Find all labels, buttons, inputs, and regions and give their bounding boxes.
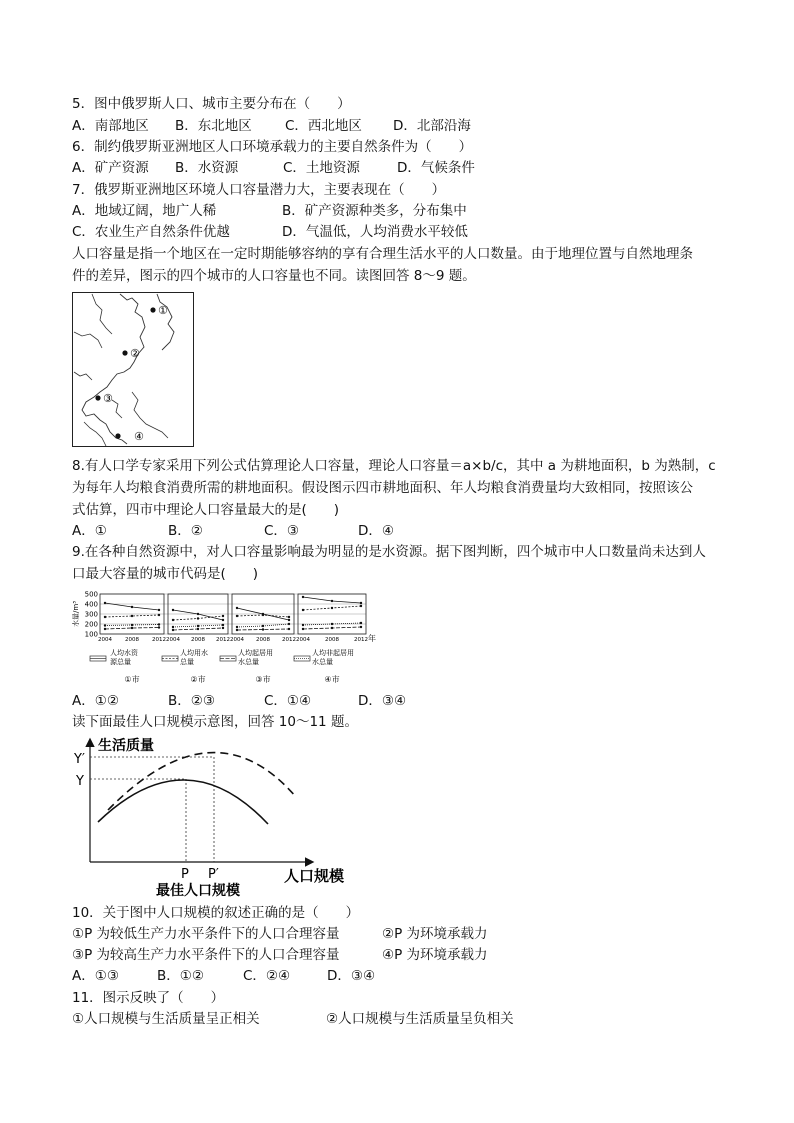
data-point [331,600,333,602]
q10-options [72,966,375,986]
q6-option-c[interactable]: C．土地资源 [283,160,360,176]
data-point [331,623,333,625]
data-point [236,626,238,628]
q5-options [72,116,471,136]
legend-1-line1: 人均水资 [110,649,138,657]
data-point [288,619,290,621]
water-resource-chart [72,588,382,688]
q7-option-a[interactable]: A．地域辽阔，地广人稀 [72,203,217,219]
city-1-label: ① [158,304,168,317]
q8-line3: 式估算，四市中理论人口容量最大的是( ) [72,502,340,518]
x-tick-label: 2012 [152,637,166,643]
q8-option-c[interactable]: C．③ [264,523,300,539]
q8-line1: 8.有人口学专家采用下列公式估算理论人口容量，理论人口容量＝a×b/c，其中 a 为耕地面积，b 为熟制，c [72,458,716,474]
city-map [72,292,194,447]
data-point [131,627,133,629]
q5-option-d[interactable]: D．北部沿海 [393,118,471,134]
data-point [288,623,290,625]
q9-option-d[interactable]: D．③④ [358,693,407,709]
city-3-dot [95,395,100,400]
q6-stem: 6．制约俄罗斯亚洲地区人口环境承载力的主要自然条件为（ ） [72,139,473,155]
q8-option-a[interactable]: A．① [72,523,107,539]
q8-option-d[interactable]: D．④ [358,523,394,539]
data-point [262,628,264,630]
city-4-dot [115,433,120,438]
data-point [158,609,160,611]
city-panel-label: ③市 [255,675,271,684]
x-tick-label: 2004 [98,637,112,643]
y-tick-label: 300 [84,610,98,619]
x-tick-label: 2012 [354,637,368,643]
city-panel-label: ④市 [324,675,340,684]
q5-stem: 5．图中俄罗斯人口、城市主要分布在（ ） [72,96,351,112]
data-point [262,625,264,627]
q8-line2: 为每年人均粮食消费所需的耕地面积。假设图示四市耕地面积、年人均粮食消费量均大致相同，按照该公 [72,480,693,496]
q9-option-a[interactable]: A．①② [72,693,119,709]
water-chart-xunit: 年 [368,634,376,643]
data-point [302,624,304,626]
legend-4-line1: 人均非起居用 [312,649,354,657]
x-tick-label: 2004 [166,637,180,643]
q5-option-c[interactable]: C．西北地区 [285,118,362,134]
q5-option-b[interactable]: B．东北地区 [175,118,252,134]
data-point [197,617,199,619]
data-point [222,624,224,626]
y-tick-label: Y [76,774,84,789]
q6-option-a[interactable]: A．矿产资源 [72,160,149,176]
passage1-line2: 件的差异，图示的四个城市的人口容量也不同。读图回答 8～9 题。 [72,268,476,284]
data-point [302,628,304,630]
data-point [360,622,362,624]
data-point [131,615,133,617]
y-tick-label: 400 [84,600,98,609]
q10-statements-row1 [72,924,488,944]
q6-option-b[interactable]: B．水资源 [175,160,239,176]
data-point [236,629,238,631]
data-point [172,619,174,621]
q10-option-c[interactable]: C．②④ [243,968,291,984]
x-axis-label: 人口规模 [284,867,345,885]
data-point [131,624,133,626]
q7-option-c[interactable]: C．农业生产自然条件优越 [72,224,230,240]
city-2-label: ② [130,347,140,360]
chart-caption: 最佳人口规模 [156,883,240,898]
data-point [222,619,224,621]
legend-3-line2: 水总量 [238,658,259,666]
x-tick-label: 2012 [282,637,296,643]
q9-line2: 口最大容量的城市代码是( ) [72,566,259,582]
q10-stem: 10．关于图中人口规模的叙述正确的是（ ） [72,905,360,921]
data-point [104,602,106,604]
optimal-population-chart [72,732,362,898]
q8-option-b[interactable]: B．② [168,523,203,539]
legend-2-line1: 人均用水 [180,649,208,657]
q6-option-d[interactable]: D．气候条件 [397,160,475,176]
data-point [158,623,160,625]
q10-option-b[interactable]: B．①② [157,968,204,984]
data-point [104,624,106,626]
x-tick-label: 2008 [125,637,139,643]
data-point [331,627,333,629]
x-tick-label: 2008 [325,637,339,643]
y-tick-label: 200 [84,620,98,629]
legend-4-line2: 水总量 [312,658,333,666]
q9-option-b[interactable]: B．②③ [168,693,215,709]
x-tick-label: 2004 [230,637,244,643]
q9-option-c[interactable]: C．①④ [264,693,312,709]
y-prime-tick-label: Y′ [74,752,85,767]
data-point [222,627,224,629]
data-point [158,614,160,616]
q9-line1: 9.在各种自然资源中，对人口容量影响最为明显的是水资源。据下图判断，四个城市中人口数量尚未达到人 [72,544,706,560]
q7-stem: 7．俄罗斯亚洲地区环境人口容量潜力大，主要表现在（ ） [72,182,446,198]
q7-option-b[interactable]: B．矿产资源种类多，分布集中 [282,203,467,219]
q8-options [72,521,394,541]
p-tick-label: P [181,867,189,882]
water-chart-ylabel: 水量/m³ [72,601,80,627]
q6-options [72,158,475,178]
x-tick-label: 2008 [191,637,205,643]
q5-option-a[interactable]: A．南部地区 [72,118,149,134]
y-tick-label: 500 [84,590,98,599]
data-point [222,615,224,617]
data-point [197,628,199,630]
data-point [262,614,264,616]
data-point [302,609,304,611]
water-chart-legend [90,648,354,666]
q10-option-d[interactable]: D．③④ [327,968,376,984]
data-point [288,628,290,630]
data-point [360,602,362,604]
city-panel-label: ②市 [190,675,206,684]
x-tick-label: 2008 [256,637,270,643]
data-point [236,615,238,617]
q7-options-row1 [72,201,467,221]
q11-statements [72,1009,514,1029]
x-tick-label: 2004 [296,637,310,643]
data-point [172,609,174,611]
data-point [172,629,174,631]
q10-statement-1: ①P 为较低生产力水平条件下的人口合理容量 [72,926,340,942]
data-point [360,626,362,628]
city-3-label: ③ [103,392,113,405]
x-tick-label: 2012 [216,637,230,643]
data-point [236,607,238,609]
q10-option-a[interactable]: A．①③ [72,968,119,984]
data-point [197,613,199,615]
legend-3-line1: 人均起居用 [238,649,273,657]
city-panel-label: ①市 [124,675,140,684]
data-point [288,616,290,618]
legend-2-line2: 总量 [180,658,194,666]
data-point [331,607,333,609]
city-4-label: ④ [134,430,144,443]
q10-statement-3: ③P 为较高生产力水平条件下的人口合理容量 [72,947,340,963]
q9-options [72,691,406,711]
q7-option-d[interactable]: D．气温低，人均消费水平较低 [282,224,468,240]
q7-options-row2 [72,222,468,242]
q11-stem: 11．图示反映了（ ） [72,990,225,1006]
data-point [104,628,106,630]
data-point [360,605,362,607]
city-2-dot [122,350,127,355]
q11-statement-1: ①人口规模与生活质量呈正相关 [72,1011,260,1027]
passage2: 读下面最佳人口规模示意图，回答 10～11 题。 [72,714,358,730]
y-tick-label: 100 [84,630,98,639]
q11-statement-2: ②人口规模与生活质量呈负相关 [326,1011,514,1027]
data-point [104,616,106,618]
q10-statements-row2 [72,945,488,965]
city-1-dot [150,307,155,312]
data-point [172,626,174,628]
p-prime-tick-label: P′ [208,867,219,882]
data-point [131,606,133,608]
data-point [302,596,304,598]
current-productivity-curve [98,780,268,824]
q10-statement-2: ②P 为环境承载力 [382,926,488,942]
y-axis-label: 生活质量 [98,738,154,754]
legend-1-line2: 源总量 [110,658,131,666]
passage1-line1: 人口容量是指一个地区在一定时期能够容纳的享有合理生活水平的人口数量。由于地理位置与自然地理条 [72,246,693,262]
q10-statement-4: ④P 为环境承载力 [382,947,488,963]
data-point [197,625,199,627]
data-point [158,626,160,628]
